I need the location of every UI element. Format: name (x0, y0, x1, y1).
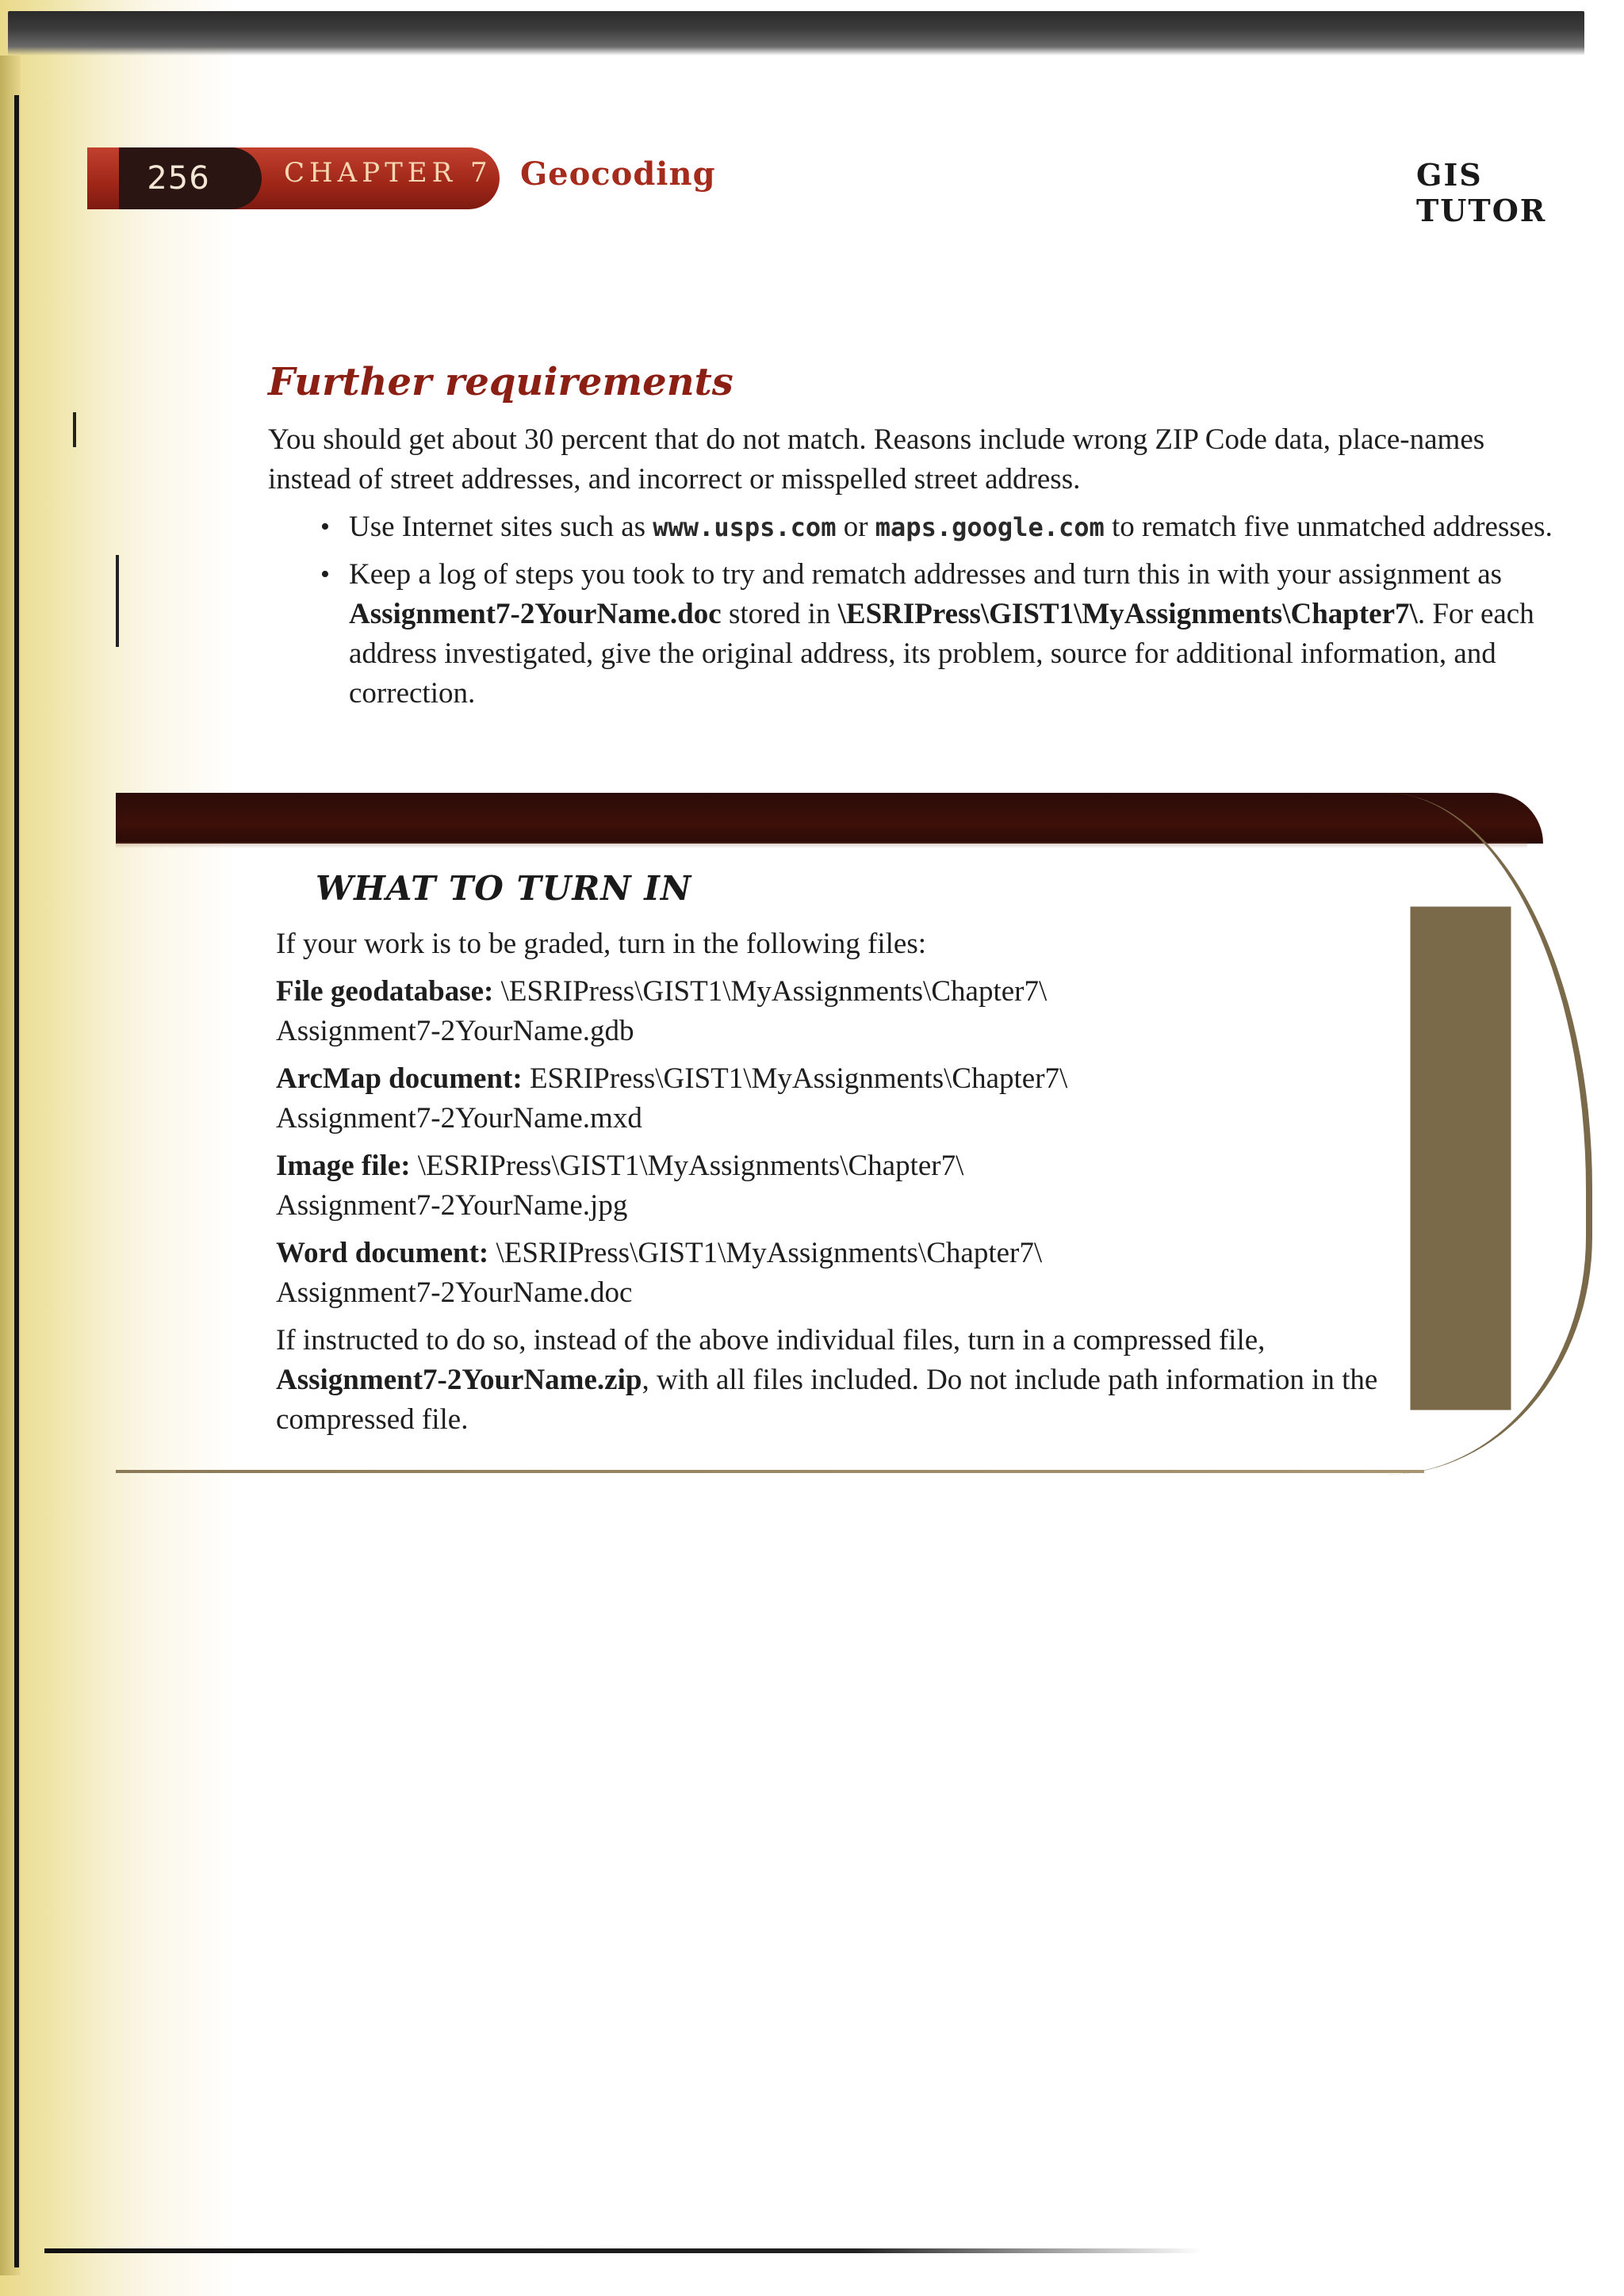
text: If instructed to do so, instead of the above individual files, turn in a compressed file, (276, 1324, 1266, 1357)
section-intro: You should get about 30 percent that do not match. Reasons include wrong ZIP Code data, place-names instead of street addresses, and incorrect or misspelled street address. (268, 423, 1485, 496)
margin-mark (73, 412, 76, 447)
google-maps-link-text: maps.google.com (875, 512, 1105, 542)
text: , with all files included. Do not include path information in the compressed file. (276, 1364, 1378, 1436)
turn-in-heading: WHAT TO TURN IN (316, 869, 692, 908)
item-file: Assignment7-2YourName.gdb (276, 1015, 634, 1047)
bullet-icon: • (320, 560, 330, 589)
text: or (836, 511, 875, 543)
page-number-tab (119, 147, 262, 209)
bullet-icon: • (320, 512, 330, 541)
item-label: File geodatabase: (276, 975, 494, 1008)
requirements-list (320, 507, 1565, 721)
item-path: \ESRIPress\GIST1\MyAssignments\Chapter7\ (410, 1150, 964, 1182)
item-label: Word document: (276, 1237, 489, 1269)
scan-top-edge (8, 11, 1584, 55)
chapter-label: CHAPTER 7 (284, 157, 492, 189)
item-file: Assignment7-2YourName.mxd (276, 1102, 642, 1135)
item-file: Assignment7-2YourName.doc (276, 1276, 633, 1309)
turn-in-item-arcmap (276, 1059, 1465, 1138)
text: . For each address investigated, give the original address, its problem, source for additional information, and correction. (349, 598, 1534, 710)
text: Keep a log of steps you took to try and rematch addresses and turn this in with your assignment as (349, 558, 1503, 591)
chapter-title: Geocoding (520, 155, 716, 193)
turn-in-item-geodatabase (276, 972, 1465, 1051)
item-path: ESRIPress\GIST1\MyAssignments\Chapter7\ (522, 1062, 1068, 1095)
turn-in-box-bottom-border (116, 1470, 1424, 1473)
assignment-file-name: Assignment7-2YourName.doc (349, 598, 722, 630)
turn-in-content (276, 924, 1465, 1448)
margin-mark (116, 555, 119, 647)
item-file: Assignment7-2YourName.jpg (276, 1189, 628, 1222)
list-item (320, 555, 1565, 714)
text: stored in (721, 598, 838, 630)
text: to rematch five unmatched addresses. (1104, 511, 1553, 543)
turn-in-closing (276, 1321, 1402, 1440)
page-edge-line (14, 95, 19, 2267)
list-item (320, 507, 1565, 547)
page-number: 256 (147, 160, 210, 197)
turn-in-item-image (276, 1146, 1465, 1226)
turn-in-item-word (276, 1234, 1465, 1313)
scan-bottom-edge (44, 2248, 1202, 2253)
item-label: Image file: (276, 1150, 411, 1182)
item-path: \ESRIPress\GIST1\MyAssignments\Chapter7\ (493, 975, 1048, 1008)
item-path: \ESRIPress\GIST1\MyAssignments\Chapter7\ (488, 1237, 1043, 1269)
text: Use Internet sites such as (349, 511, 653, 543)
book-title: GIS TUTOR (1416, 157, 1547, 228)
zip-file-name: Assignment7-2YourName.zip (276, 1364, 642, 1396)
assignment-path: \ESRIPress\GIST1\MyAssignments\Chapter7\ (837, 598, 1418, 630)
item-label: ArcMap document: (276, 1062, 523, 1095)
usps-link-text: www.usps.com (653, 512, 837, 542)
turn-in-intro: If your work is to be graded, turn in the following files: (276, 928, 926, 960)
section-heading: Further requirements (268, 360, 733, 404)
